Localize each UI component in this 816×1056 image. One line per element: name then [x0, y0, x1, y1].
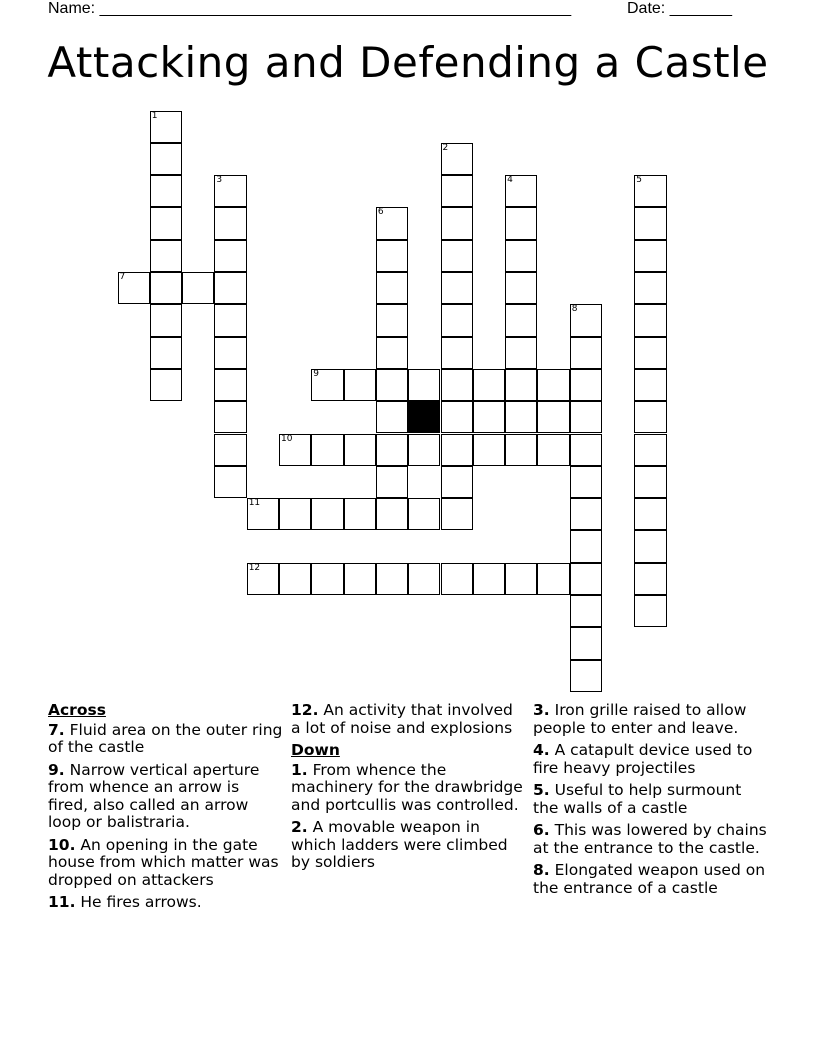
clue-across-7 — [48, 722, 284, 757]
grid-cell[interactable] — [505, 272, 537, 304]
grid-cell[interactable] — [441, 304, 473, 336]
clues-column-2 — [291, 702, 527, 877]
clue-down-3 — [533, 702, 769, 737]
cell-number: 3 — [216, 175, 223, 186]
clue-text: A movable weapon in which ladders were climbed by soldiers — [291, 818, 508, 871]
grid-cell[interactable] — [537, 563, 569, 595]
cell-number: 11 — [248, 498, 261, 509]
grid-cell[interactable] — [634, 240, 666, 272]
grid-cell[interactable] — [505, 369, 537, 401]
clue-text: Fluid area on the outer ring of the castle — [48, 720, 283, 756]
grid-cell[interactable] — [441, 563, 473, 595]
grid-cell[interactable] — [505, 175, 537, 207]
clue-number: 3. — [533, 701, 550, 719]
grid-cell[interactable] — [376, 563, 408, 595]
grid-cell[interactable] — [441, 175, 473, 207]
grid-cell[interactable] — [441, 143, 473, 175]
grid-cell[interactable] — [505, 401, 537, 433]
clue-number: 4. — [533, 741, 550, 759]
grid-cell[interactable] — [441, 337, 473, 369]
grid-cell[interactable] — [505, 304, 537, 336]
grid-cell[interactable] — [473, 369, 505, 401]
grid-cell[interactable] — [376, 207, 408, 239]
grid-cell[interactable] — [376, 401, 408, 433]
grid-cell[interactable] — [505, 240, 537, 272]
grid-cell[interactable] — [537, 401, 569, 433]
clues-column-3 — [533, 702, 769, 902]
cell-number: 10 — [281, 433, 293, 444]
grid-cell[interactable] — [376, 272, 408, 304]
clue-across-12 — [291, 702, 527, 737]
grid-cell[interactable] — [311, 434, 343, 466]
grid-cell[interactable] — [570, 304, 602, 336]
grid-cell[interactable] — [344, 434, 376, 466]
cell-number: 8 — [571, 304, 578, 315]
grid-cell[interactable] — [441, 466, 473, 498]
clue-text: Useful to help surmount the walls of a castle — [533, 781, 742, 817]
grid-cell[interactable] — [150, 240, 182, 272]
grid-cell[interactable] — [214, 304, 246, 336]
grid-cell[interactable] — [634, 563, 666, 595]
date-field[interactable]: Date: _______ — [627, 0, 732, 17]
grid-cell[interactable] — [441, 240, 473, 272]
grid-cell[interactable] — [247, 498, 279, 530]
grid-cell[interactable] — [537, 369, 569, 401]
clue-text: An opening in the gate house from which matter was dropped on attackers — [48, 835, 279, 889]
page-title: Attacking and Defending a Castle — [47, 38, 769, 87]
grid-cell[interactable] — [634, 595, 666, 627]
grid-cell[interactable] — [570, 627, 602, 659]
grid-cell[interactable] — [376, 434, 408, 466]
clue-down-2 — [291, 819, 527, 872]
grid-cell[interactable] — [214, 369, 246, 401]
grid-cell[interactable] — [214, 401, 246, 433]
grid-cell[interactable] — [214, 337, 246, 369]
cell-number: 4 — [507, 175, 513, 186]
grid-cell[interactable] — [441, 207, 473, 239]
clue-down-4 — [533, 742, 769, 777]
cell-number: 2 — [442, 142, 449, 153]
clue-down-6 — [533, 822, 769, 857]
grid-cell[interactable] — [441, 369, 473, 401]
grid-cell[interactable] — [408, 498, 440, 530]
grid-cell[interactable] — [214, 434, 246, 466]
grid-cell[interactable] — [279, 563, 311, 595]
grid-cell[interactable] — [570, 401, 602, 433]
grid-cell[interactable] — [150, 337, 182, 369]
grid-cell[interactable] — [570, 337, 602, 369]
grid-cell[interactable] — [570, 498, 602, 530]
grid-cell[interactable] — [311, 498, 343, 530]
grid-cell[interactable] — [634, 369, 666, 401]
clue-across-9 — [48, 762, 284, 832]
clue-number: 8. — [533, 861, 550, 879]
grid-cell[interactable] — [376, 337, 408, 369]
grid-cell[interactable] — [150, 272, 182, 304]
grid-cell[interactable] — [570, 369, 602, 401]
grid-block — [408, 401, 440, 433]
grid-cell[interactable] — [279, 434, 311, 466]
clue-text: A catapult device used to fire heavy projectiles — [533, 741, 753, 777]
clue-number: 2. — [291, 818, 308, 836]
clue-text: Narrow vertical aperture from whence an arrow is fired, also called an arrow loop or balistraria. — [48, 760, 260, 831]
cell-number: 12 — [248, 562, 261, 573]
clue-down-8 — [533, 862, 769, 897]
grid-cell[interactable] — [634, 434, 666, 466]
grid-cell[interactable] — [634, 337, 666, 369]
grid-cell[interactable] — [182, 272, 214, 304]
clue-number: 11. — [48, 893, 76, 911]
clue-number: 5. — [533, 781, 550, 799]
grid-cell[interactable] — [408, 369, 440, 401]
grid-cell[interactable] — [344, 563, 376, 595]
clue-text: Iron grille raised to allow people to enter and leave. — [533, 701, 747, 737]
grid-cell[interactable] — [634, 530, 666, 562]
grid-cell[interactable] — [376, 466, 408, 498]
grid-cell[interactable] — [150, 304, 182, 336]
grid-cell[interactable] — [247, 563, 279, 595]
grid-cell[interactable] — [537, 434, 569, 466]
clue-down-5 — [533, 782, 769, 817]
grid-cell[interactable] — [473, 563, 505, 595]
clue-number: 7. — [48, 720, 65, 739]
clue-number: 1. — [291, 760, 308, 779]
grid-cell[interactable] — [441, 401, 473, 433]
grid-cell[interactable] — [570, 530, 602, 562]
across-heading: Across — [48, 701, 106, 719]
grid-cell[interactable] — [344, 369, 376, 401]
grid-cell[interactable] — [376, 240, 408, 272]
grid-cell[interactable] — [634, 207, 666, 239]
cell-number: 5 — [636, 175, 643, 186]
grid-cell[interactable] — [150, 111, 182, 143]
grid-cell[interactable] — [150, 369, 182, 401]
clue-number: 12. — [291, 701, 319, 719]
clue-text: Elongated weapon used on the entrance of a castle — [533, 861, 766, 897]
grid-cell[interactable] — [570, 434, 602, 466]
grid-cell[interactable] — [634, 401, 666, 433]
grid-cell[interactable] — [505, 207, 537, 239]
grid-cell[interactable] — [376, 304, 408, 336]
clue-across-10 — [48, 837, 284, 890]
grid-cell[interactable] — [634, 466, 666, 498]
grid-cell[interactable] — [376, 498, 408, 530]
grid-cell[interactable] — [279, 498, 311, 530]
grid-cell[interactable] — [570, 660, 602, 692]
clue-text: He fires arrows. — [80, 893, 202, 911]
grid-cell[interactable] — [150, 175, 182, 207]
grid-cell[interactable] — [570, 595, 602, 627]
grid-cell[interactable] — [214, 175, 246, 207]
grid-cell[interactable] — [634, 304, 666, 336]
grid-cell[interactable] — [344, 498, 376, 530]
clue-number: 10. — [48, 835, 76, 854]
grid-cell[interactable] — [570, 563, 602, 595]
clue-text: From whence the machinery for the drawbridge and portcullis was controlled. — [291, 760, 523, 814]
grid-cell[interactable] — [408, 563, 440, 595]
grid-cell[interactable] — [473, 434, 505, 466]
grid-cell[interactable] — [150, 207, 182, 239]
grid-cell[interactable] — [473, 401, 505, 433]
grid-cell[interactable] — [634, 175, 666, 207]
clue-down-1 — [291, 762, 527, 815]
grid-cell[interactable] — [214, 240, 246, 272]
grid-cell[interactable] — [441, 272, 473, 304]
clues-column-1 — [48, 702, 284, 917]
grid-cell[interactable] — [441, 434, 473, 466]
grid-cell[interactable] — [150, 143, 182, 175]
grid-cell[interactable] — [634, 272, 666, 304]
grid-cell[interactable] — [408, 434, 440, 466]
cell-number: 6 — [377, 207, 384, 218]
grid-cell[interactable] — [505, 563, 537, 595]
grid-cell[interactable] — [311, 563, 343, 595]
grid-cell[interactable] — [505, 337, 537, 369]
grid-cell[interactable] — [311, 369, 343, 401]
grid-cell[interactable] — [376, 369, 408, 401]
clue-text: An activity that involved a lot of noise and explosions — [291, 701, 513, 737]
grid-cell[interactable] — [118, 272, 150, 304]
clue-text: This was lowered by chains at the entrance to the castle. — [533, 821, 767, 857]
name-field[interactable]: Name: _____________________________________________________ — [48, 0, 572, 17]
grid-cell[interactable] — [214, 466, 246, 498]
grid-cell[interactable] — [634, 498, 666, 530]
clue-across-11 — [48, 894, 284, 912]
grid-cell[interactable] — [214, 207, 246, 239]
cell-number: 7 — [119, 272, 126, 282]
cell-number: 1 — [151, 110, 158, 121]
clue-number: 6. — [533, 821, 550, 839]
grid-cell[interactable] — [570, 466, 602, 498]
cell-number: 9 — [313, 368, 320, 379]
grid-cell[interactable] — [505, 434, 537, 466]
clue-number: 9. — [48, 760, 65, 779]
grid-cell[interactable] — [441, 498, 473, 530]
grid-cell[interactable] — [214, 272, 246, 304]
down-heading: Down — [291, 741, 340, 759]
